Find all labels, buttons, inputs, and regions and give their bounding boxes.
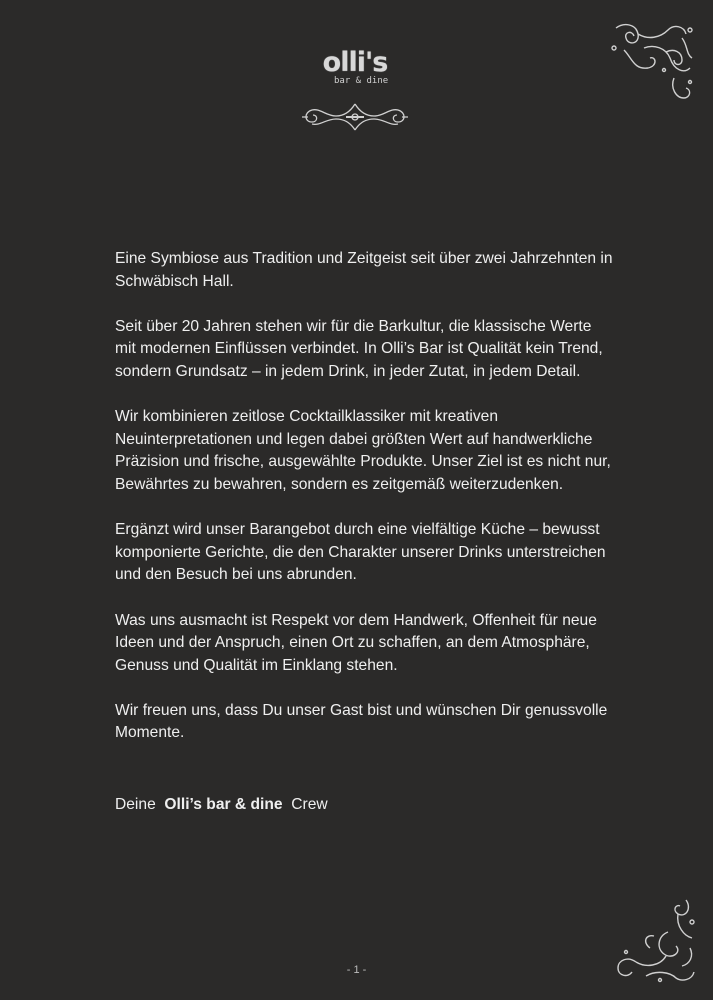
logo-subtitle: bar & dine	[334, 76, 389, 86]
paragraph-history: Seit über 20 Jahren stehen wir für die Barkultur, die klassische Werte mit modernen Einflüssen verbindet. In Olli’s Bar ist Qualität kein Trend, sondern Grundsatz – in jedem Drink, in jeder Zutat, in jedem Detail.	[115, 317, 603, 380]
paragraph-cocktails: Wir kombinieren zeitlose Cocktailklassiker mit kreativen Neuinterpretationen und legen dabei größten Wert auf handwerkliche Präzision und frische, ausgewählte Produkte. Unser Ziel ist es nicht nur, Bewährtes zu bewahren, sondern es zeitgemäß weiterzudenken.	[115, 408, 611, 493]
signature-prefix: Deine	[115, 796, 156, 813]
paragraph-values: Was uns ausmacht ist Respekt vor dem Handwerk, Offenheit für neue Ideen und der Anspruch, einen Ort zu schaffen, an dem Atmosphäre, Genuss und Qualität im Einklang stehen.	[115, 611, 597, 674]
signature	[115, 794, 328, 816]
paragraph-welcome: Wir freuen uns, dass Du unser Gast bist und wünschen Dir genussvolle Momente.	[115, 701, 608, 742]
paragraph-kitchen: Ergänzt wird unser Barangebot durch eine vielfältige Küche – bewusst komponierte Gerichte, die den Charakter unserer Drinks unterstreichen und den Besuch bei uns abrunden.	[115, 521, 606, 584]
letter-body	[115, 248, 615, 768]
signature-suffix: Crew	[291, 796, 328, 813]
corner-ornament-top-icon	[604, 18, 696, 106]
logo-wordmark: olli's	[322, 47, 388, 78]
logo	[300, 48, 410, 138]
page-number: - 1 -	[346, 964, 367, 976]
signature-brand: Olli’s bar & dine	[164, 796, 283, 813]
ornament-divider-icon	[300, 100, 410, 134]
intro-paragraph: Eine Symbiose aus Tradition und Zeitgeist seit über zwei Jahrzehnten in Schwäbisch Hall.	[115, 250, 613, 290]
